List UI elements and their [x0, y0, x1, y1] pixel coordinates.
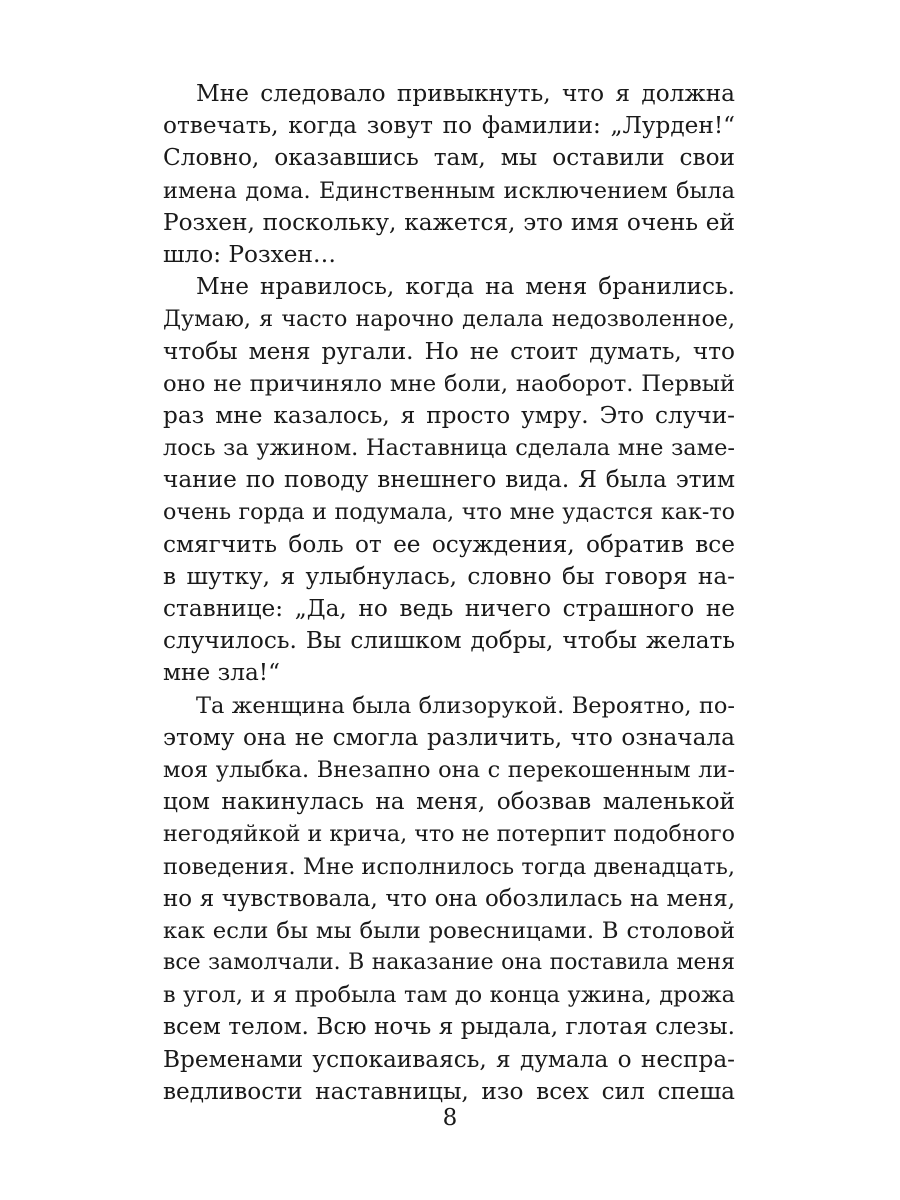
- text-line: мне зла!“: [163, 659, 280, 687]
- text-line: ставнице: „Да, но ведь ничего страшного не: [163, 595, 735, 622]
- text-line: имена дома. Единственным исключением была: [163, 177, 735, 204]
- text-line: шло: Розхен…: [163, 240, 337, 268]
- text-line: поведения. Мне исполнилось тогда двенадцать,: [163, 853, 735, 880]
- text-line: Мне следовало привыкнуть, что я должна: [196, 80, 735, 107]
- text-line: Та женщина была близорукой. Вероятно, по-: [196, 692, 735, 719]
- text-line: лось за ужином. Наставница сделала мне заме-: [163, 435, 735, 462]
- text-line: негодяйкой и крича, что не потерпит подобного: [163, 821, 735, 848]
- text-line: смягчить боль от ее осуждения, обратив все: [163, 530, 735, 558]
- text-line: всем телом. Всю ночь я рыдала, глотая слезы.: [163, 1013, 735, 1041]
- text-line: случилось. Вы слишком добры, чтобы желать: [163, 627, 735, 655]
- text-line: этому она не смогла различить, что означала: [163, 723, 735, 751]
- text-line: все замолчали. В наказание она поставила меня: [163, 950, 735, 976]
- text-line: цом накинулась на меня, обозвав маленькой: [163, 788, 735, 816]
- text-line: чтобы меня ругали. Но не стоит думать, что: [163, 337, 735, 365]
- text-line: ведливости наставницы, изо всех сил спеша: [163, 1077, 735, 1105]
- text-line: Временами успокаиваясь, я думала о неспра-: [163, 1045, 735, 1073]
- text-line: чание по поводу внешнего вида. Я была этим: [163, 466, 735, 494]
- page-number: 8: [442, 1105, 458, 1131]
- body-text: [163, 78, 735, 1108]
- text-line: моя улыбка. Внезапно она с перекошенным ли-: [163, 756, 735, 783]
- text-line: Розхен, поскольку, кажется, это имя очень ей: [163, 208, 735, 236]
- text-line: очень горда и подумала, что мне удастся как-то: [163, 499, 735, 526]
- text-line: но я чувствовала, что она обозлилась на меня,: [163, 885, 735, 912]
- text-line: в угол, и я пробыла там до конца ужина, дрожа: [163, 982, 735, 1009]
- text-line: оно не причиняло мне боли, наоборот. Первый: [163, 370, 735, 397]
- text-line: как если бы мы были ровесницами. В столовой: [163, 917, 735, 944]
- text-line: Мне нравилось, когда на меня бранились.: [196, 273, 735, 301]
- text-line: в шутку, я улыбнулась, словно бы говоря на-: [163, 562, 735, 590]
- text-line: отвечать, когда зовут по фамилии: „Лурден!“: [163, 112, 735, 140]
- text-line: Словно, оказавшись там, мы оставили свои: [163, 144, 735, 172]
- text-line: раз мне казалось, я просто умру. Это случи-: [163, 401, 735, 429]
- text-line: Думаю, я часто нарочно делала недозволенное,: [163, 306, 735, 333]
